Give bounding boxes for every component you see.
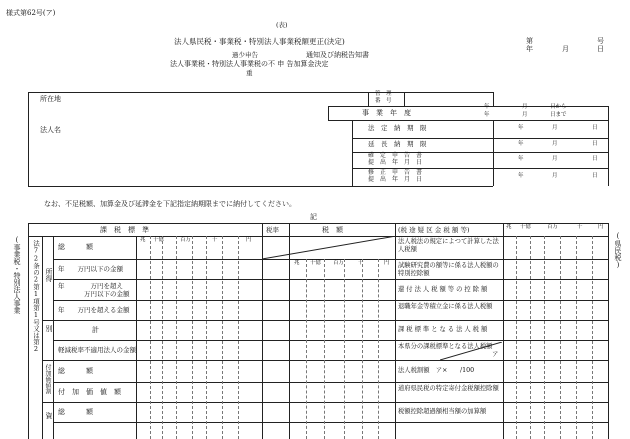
betsu-label: 別	[45, 325, 53, 332]
form-number: 様式第62号(ア)	[6, 9, 56, 17]
shotoku-label: 所得	[45, 268, 53, 282]
row0-diagonal	[262, 236, 396, 259]
go-label: 号	[597, 37, 604, 45]
t-unit-sen: 千	[358, 260, 364, 266]
date-year: 年	[526, 45, 533, 53]
r-unit-cho: 兆	[506, 224, 512, 230]
form-title: 法人県民税・事業税・特別法人事業税額更正(決定)	[174, 37, 345, 46]
t-unit-en: 円	[384, 260, 390, 266]
row-5-label: 軽減税率不適用法人の金額	[58, 346, 136, 354]
deadline-3-label-2: 提 出 年 月 日	[368, 176, 423, 183]
l-unit-cho: 兆	[140, 237, 146, 243]
head-zeiritsu: 税率	[266, 226, 279, 234]
omote-label: (表)	[276, 21, 288, 29]
from-label: 日から	[550, 104, 567, 110]
notice-line1: 通知及び納税告知書	[306, 51, 369, 59]
payment-note: なお、不足税額、加算金及び延滞金を下記指定納期限までに納付してください。	[44, 200, 296, 208]
d2-day: 日	[592, 156, 598, 162]
right-row-6: 法人税割額 ア× /100	[398, 367, 475, 374]
row-6-label: 総 額	[58, 367, 93, 375]
d3-month: 月	[552, 173, 558, 179]
d3-year: 年	[518, 173, 524, 179]
d2-month: 月	[552, 156, 558, 162]
address-label: 所在地	[40, 95, 61, 103]
l-unit-man: 百万	[180, 237, 192, 243]
shihon-label: 資	[45, 412, 53, 419]
right-row-5-suffix: ア	[492, 351, 499, 358]
date-month: 月	[562, 45, 569, 53]
kanri-label-1: 管 理	[375, 91, 392, 97]
d1-day: 日	[592, 141, 598, 147]
l-unit-oku: 十億	[153, 237, 165, 243]
l-unit-sen: 千	[212, 237, 218, 243]
deadline-0-label: 法 定 納 期 限	[368, 124, 427, 132]
deadline-3-label-1: 修 正 申 告 書	[368, 169, 423, 176]
to-year: 年	[484, 112, 490, 118]
fuka-label: 付加価値割	[44, 364, 51, 394]
right-row-2: 還 付 法 人 税 額 等 の 控 除 額	[398, 286, 488, 293]
row-1-label: 年 万円以下の金額	[58, 265, 123, 273]
t-unit-oku: 十億	[310, 260, 322, 266]
from-year: 年	[484, 104, 490, 110]
d0-month: 月	[552, 125, 558, 131]
t-unit-man: 百万	[333, 260, 345, 266]
right-vertical-label: (県民税)	[614, 232, 622, 269]
d0-year: 年	[518, 125, 524, 131]
head-kazei: 課 税 標 準	[100, 226, 149, 234]
head-zeigaku: 税 額	[322, 226, 343, 234]
corp-name-label: 法人名	[40, 126, 61, 134]
right-row5-diagonal	[440, 342, 502, 360]
deadline-2-label-1: 確 定 申 告 書	[368, 152, 423, 159]
right-row-5: 本県分の課税標準となる法人税額	[398, 343, 493, 350]
deadline-1-label: 延 長 納 期 限	[368, 140, 427, 148]
to-label: 日まで	[550, 112, 567, 118]
heavy-label: 重	[246, 69, 253, 77]
r-unit-oku: 十億	[520, 224, 532, 230]
kanri-label-2: 番 号	[375, 98, 392, 104]
right-row-3: 退職年金等積立金に係る法人税額	[398, 303, 493, 310]
row-3-label: 年 万円を超える金額	[58, 306, 130, 314]
right-row-1: 試験研究費の額等に係る法人税額の特別控除額	[398, 262, 499, 277]
row-0-label: 総 額	[58, 243, 93, 251]
row-7-label: 付 加 価 値 額	[58, 388, 121, 396]
right-row-0: 法人税法の規定によつて計算した法人税額	[398, 238, 499, 253]
law-column: 法72条の2第1項第1号又は第2	[32, 240, 40, 353]
d2-year: 年	[518, 156, 524, 162]
head-right: (税 途 疑 区 金 税 額 等)	[398, 226, 470, 234]
d3-day: 日	[592, 173, 598, 179]
deadline-2-label-2: 提 出 年 月 日	[368, 159, 423, 166]
from-month: 月	[522, 104, 528, 110]
r-unit-man: 百万	[547, 224, 559, 230]
reduction-label: 過少申告	[232, 51, 258, 59]
date-day: 日	[597, 45, 604, 53]
row-4-label: 計	[92, 326, 99, 334]
row-2-label: 年 万円を超え 万円以下の金額	[58, 282, 130, 298]
ki-label: 記	[310, 213, 317, 221]
right-row-8: 税額控除超過額相当額の加算額	[398, 408, 487, 415]
r-unit-sen: 千	[577, 224, 583, 230]
right-row-7: 道府県民税の特定寄付金税額控除額	[398, 385, 499, 392]
jigyo-nendo-label: 事 業 年 度	[362, 109, 411, 117]
t-unit-cho: 兆	[294, 260, 300, 266]
d1-year: 年	[518, 141, 524, 147]
notice-line2: 法人事業税・特別法人事業税の不 申 告加算金決定	[170, 60, 329, 68]
right-row-4: 課 税 標 準 と な る 法 人 税 額	[398, 326, 488, 333]
dai-label: 第	[526, 37, 533, 45]
d0-day: 日	[592, 125, 598, 131]
left-vertical-label: (事業税・特別法人事業	[13, 236, 21, 314]
r-unit-en: 円	[598, 224, 604, 230]
to-month: 月	[522, 112, 528, 118]
l-unit-en: 円	[246, 237, 252, 243]
row-8-label: 総 額	[58, 408, 93, 416]
d1-month: 月	[552, 141, 558, 147]
